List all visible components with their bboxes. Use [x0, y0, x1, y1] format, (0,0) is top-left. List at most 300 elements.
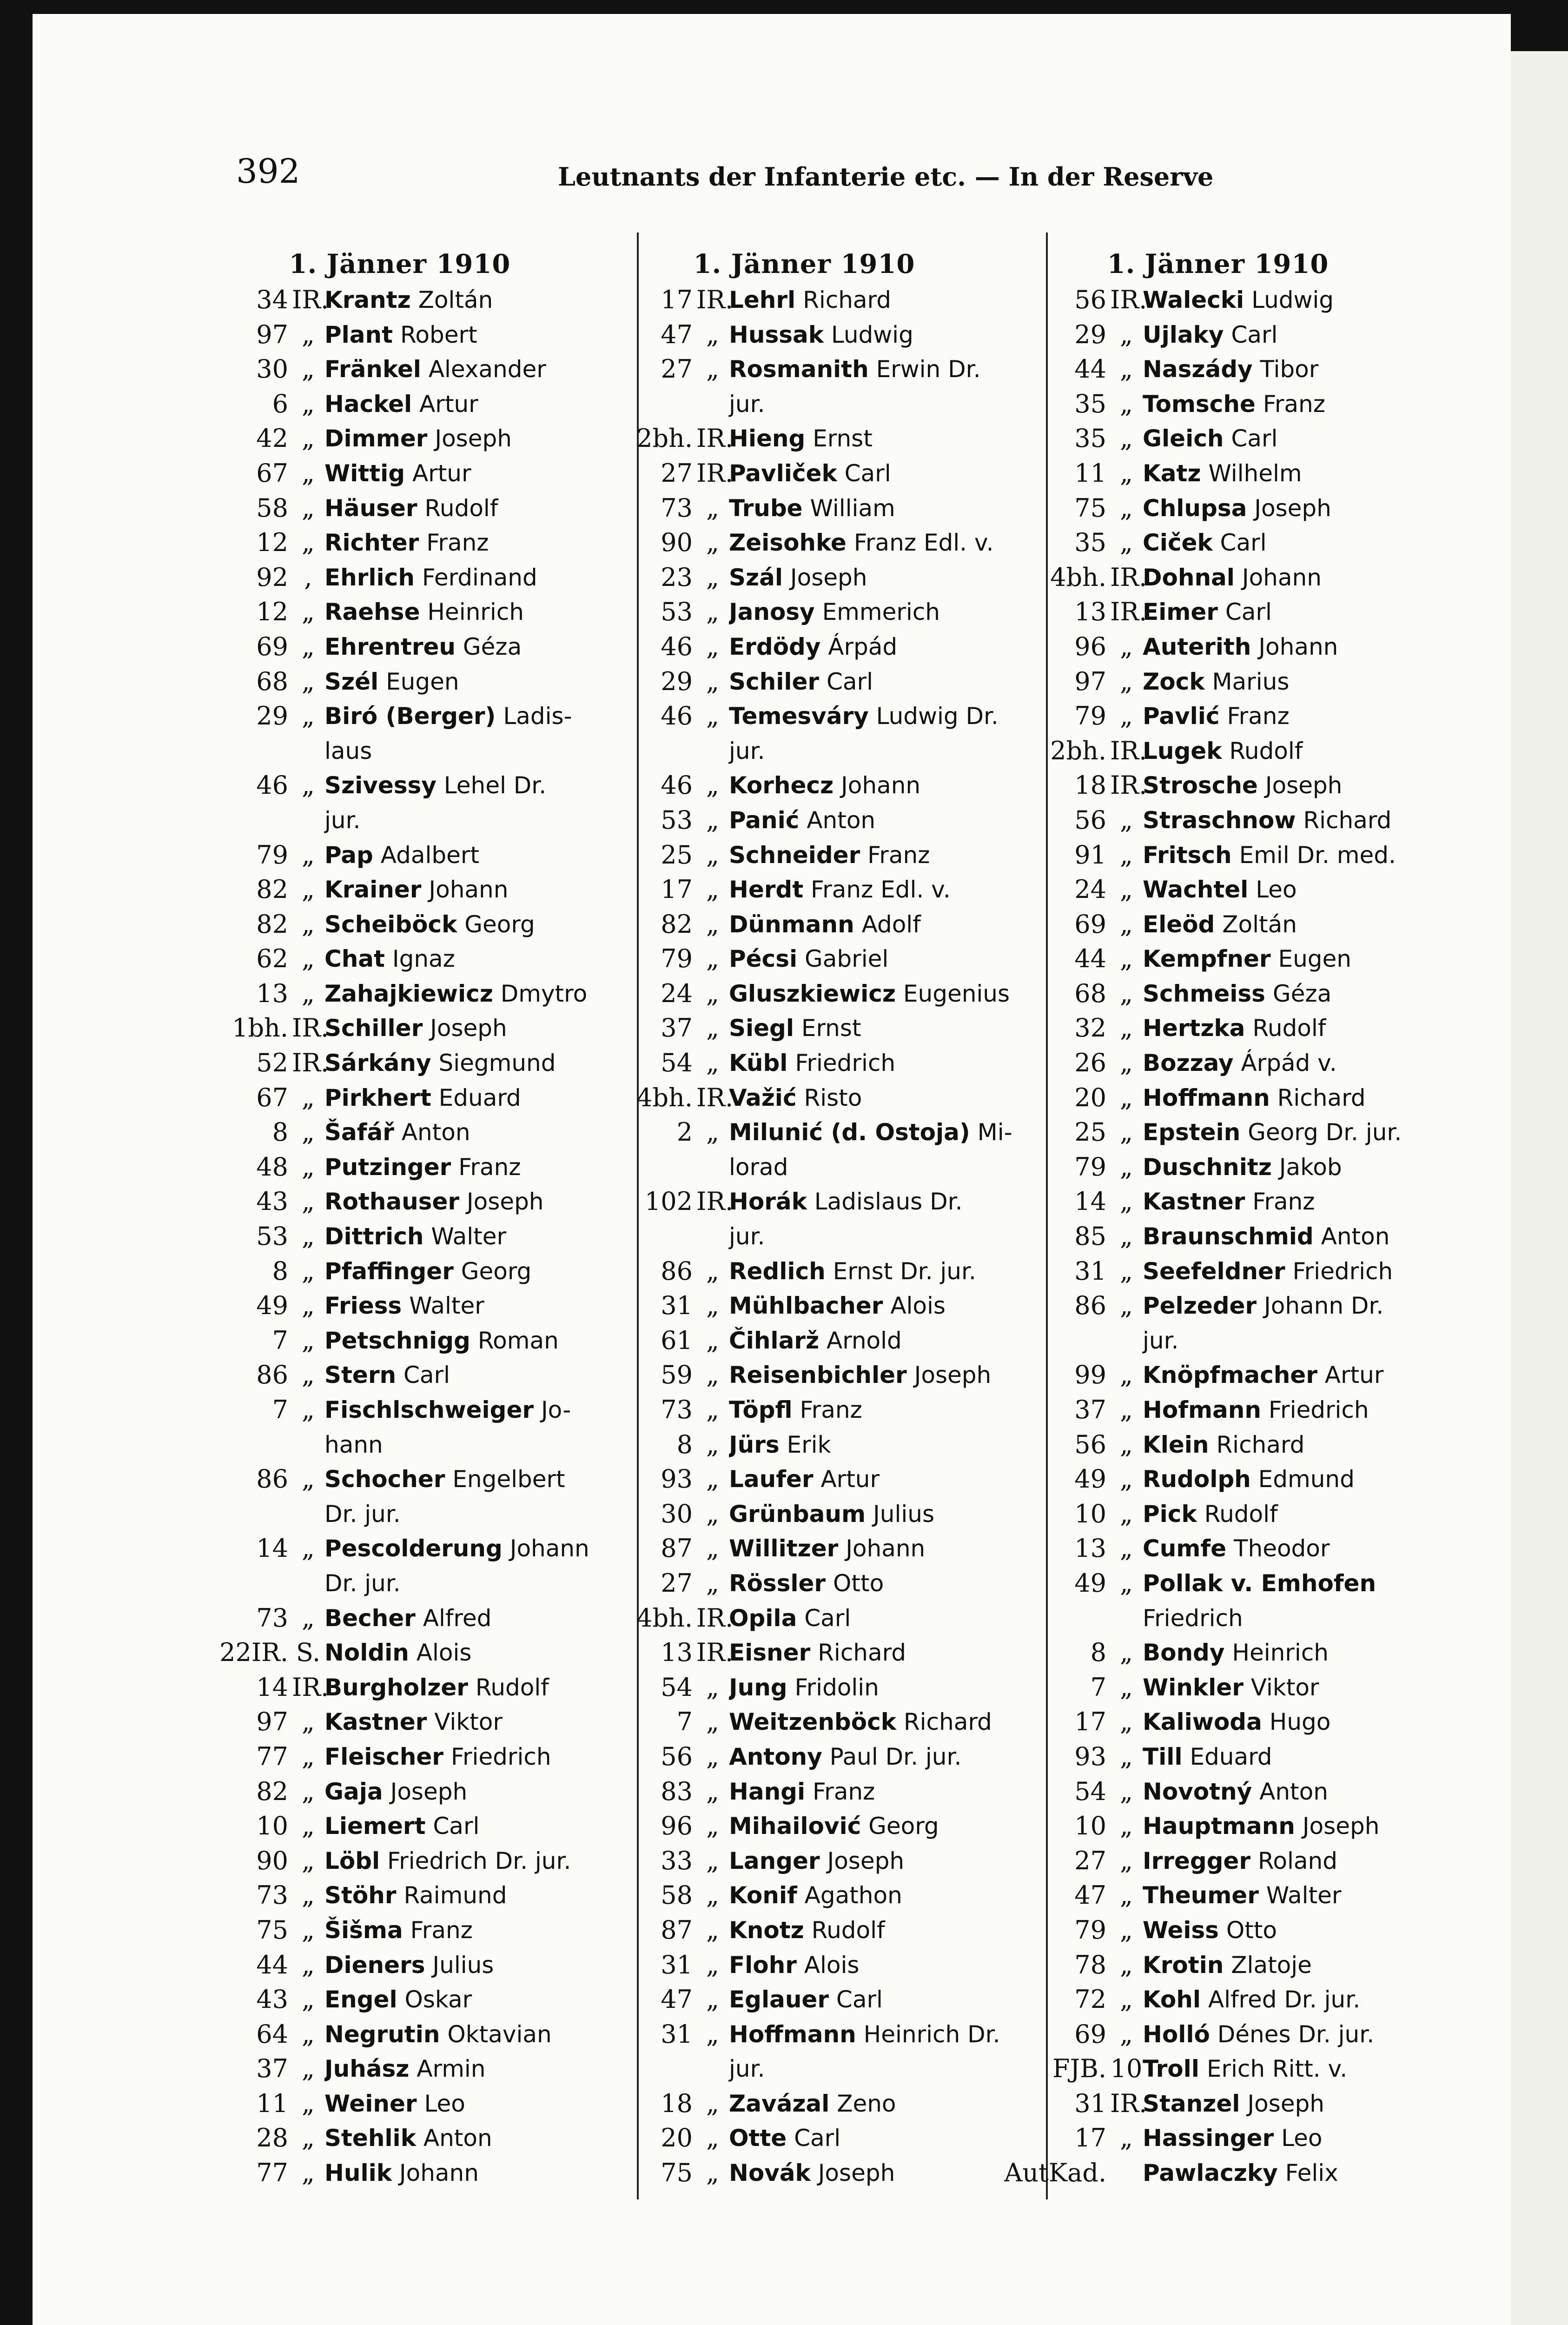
- given-name: Carl: [836, 1986, 883, 2013]
- list-item: [586, 1081, 1023, 1116]
- unit-number: 25: [661, 840, 693, 870]
- list-item: [586, 1740, 1023, 1774]
- officer-name: [324, 1011, 618, 1046]
- officer-name: [324, 699, 618, 734]
- surname: Dieners: [324, 1951, 425, 1979]
- unit-type: „: [302, 1985, 315, 2014]
- unit-type: „: [706, 1741, 719, 1771]
- surname: Redlich: [729, 1257, 826, 1285]
- unit-number: 49: [1074, 1568, 1106, 1598]
- unit-type: „: [302, 2123, 315, 2153]
- given-name: Carl: [794, 2125, 841, 2152]
- unit-type: „: [706, 631, 719, 661]
- list-item: [181, 1878, 618, 1913]
- officer-name: [729, 1289, 1023, 1323]
- unit-number: 78: [1074, 1950, 1106, 1980]
- given-name: Joseph: [1265, 772, 1343, 799]
- unit-type: „: [302, 2088, 315, 2118]
- list-item: [999, 352, 1436, 387]
- list-item: [999, 1740, 1436, 1774]
- unit-number: 32: [1074, 1013, 1106, 1043]
- unit-number: 43: [256, 1985, 288, 2014]
- surname: Siegl: [729, 1015, 794, 1042]
- list-item: [586, 560, 1023, 595]
- unit-type: „: [302, 1152, 315, 1182]
- list-item: [181, 699, 618, 734]
- list-item-continuation: [181, 1497, 618, 1532]
- unit-number: 53: [661, 805, 693, 835]
- list-item: [181, 1011, 618, 1046]
- officer-name: [1143, 1566, 1436, 1601]
- unit-type: „: [706, 1256, 719, 1286]
- surname: Szál: [729, 564, 783, 591]
- unit-type: „: [706, 1325, 719, 1355]
- given-name: Rudolf: [424, 494, 498, 522]
- surname: Tomsche: [1143, 390, 1256, 418]
- unit-number: 11: [1074, 458, 1106, 488]
- officer-name: [1143, 1809, 1436, 1844]
- list-item: [999, 525, 1436, 560]
- list-item: [999, 1254, 1436, 1289]
- given-name: Rudolf: [1229, 737, 1303, 764]
- list-item: [181, 387, 618, 422]
- unit-type: „: [706, 1013, 719, 1043]
- given-name: Franz: [813, 1778, 875, 1805]
- officer-name: [324, 768, 618, 803]
- given-name: Alfred: [423, 1604, 492, 1632]
- unit-type: „: [302, 1741, 315, 1771]
- officer-name: [729, 976, 1023, 1011]
- officer-name: [324, 1393, 618, 1428]
- unit-number: 47: [661, 1985, 693, 2014]
- list-item: [181, 2156, 618, 2191]
- unit-type: „: [1120, 666, 1133, 696]
- officer-name: [324, 1081, 618, 1116]
- surname: Herdt: [729, 876, 804, 903]
- officer-name: [729, 838, 1023, 873]
- unit-number: 82: [256, 1776, 288, 1806]
- list-item: [999, 803, 1436, 838]
- unit-number: 77: [256, 2158, 288, 2188]
- given-name: Walter: [431, 1223, 507, 1250]
- unit-number: 31: [661, 1950, 693, 1980]
- surname: Pécsi: [729, 945, 798, 973]
- list-item: [999, 2052, 1436, 2086]
- unit-number: FJB.: [1052, 2054, 1106, 2084]
- unit-type: „: [706, 909, 719, 939]
- list-item: [181, 1254, 618, 1289]
- page-number: 392: [236, 152, 300, 191]
- unit-type: „: [1120, 701, 1133, 731]
- officer-name: [1143, 1428, 1436, 1462]
- list-item: [181, 491, 618, 526]
- surname: Novák: [729, 2159, 811, 2187]
- officer-name: [1143, 976, 1436, 1011]
- given-name: Georg: [868, 1813, 939, 1840]
- surname: Fischlschweiger: [324, 1396, 534, 1423]
- officer-name: [324, 283, 618, 318]
- list-item: [181, 1358, 618, 1393]
- officer-name: [1143, 768, 1436, 803]
- unit-number: 27: [661, 1568, 693, 1598]
- surname: Raehse: [324, 598, 420, 626]
- unit-type: „: [1120, 944, 1133, 974]
- officer-name: [324, 1982, 618, 2017]
- surname: Laufer: [729, 1466, 814, 1493]
- given-name: Hugo: [1269, 1708, 1331, 1736]
- unit-type: IR.: [1110, 771, 1147, 800]
- officer-name: [729, 525, 1023, 560]
- unit-number: 17: [661, 875, 693, 904]
- officer-name: [324, 318, 618, 352]
- given-name: Géza: [1272, 980, 1332, 1007]
- given-name: Emmerich: [822, 598, 940, 626]
- list-item: [586, 1184, 1023, 1219]
- given-name: Friedrich: [1292, 1257, 1393, 1285]
- unit-type: „: [1120, 1534, 1133, 1563]
- officer-name: [729, 907, 1023, 942]
- unit-type: „: [302, 597, 315, 627]
- column-heading: 1. Jänner 1910: [1107, 249, 1329, 279]
- unit-type: „: [302, 1360, 315, 1390]
- list-item: [181, 525, 618, 560]
- list-item: [586, 456, 1023, 491]
- surname: Winkler: [1143, 1674, 1244, 1701]
- unit-number: AutKad.: [1004, 2158, 1106, 2188]
- list-item: [999, 1462, 1436, 1497]
- surname: Dünmann: [729, 910, 854, 938]
- unit-number: 35: [1074, 424, 1106, 453]
- officer-name: [1143, 2121, 1436, 2156]
- officer-name: [729, 803, 1023, 838]
- unit-type: „: [1120, 1187, 1133, 1216]
- given-name: Artur: [412, 459, 471, 487]
- given-name: Anton: [1259, 1778, 1328, 1805]
- surname: Kastner: [324, 1708, 427, 1736]
- given-name: Jakob: [1279, 1153, 1342, 1181]
- list-item: [999, 1081, 1436, 1116]
- list-item: [586, 1323, 1023, 1358]
- list-item: [999, 1531, 1436, 1566]
- unit-number: 31: [1074, 1256, 1106, 1286]
- surname: Novotný: [1143, 1778, 1252, 1805]
- surname: Hieng: [729, 425, 806, 452]
- officer-name: [729, 1913, 1023, 1948]
- officer-name: [729, 1428, 1023, 1462]
- given-name: Julius: [432, 1951, 494, 1979]
- officer-name: [1143, 1948, 1436, 1983]
- list-item: [586, 1358, 1023, 1393]
- unit-type: IR.: [292, 1013, 329, 1043]
- unit-type: „: [1120, 1083, 1133, 1112]
- surname: Kübl: [729, 1050, 788, 1077]
- surname: Gluszkiewicz: [729, 980, 896, 1007]
- surname: Krotin: [1143, 1951, 1224, 1979]
- unit-number: 85: [1074, 1222, 1106, 1251]
- surname: Becher: [324, 1604, 416, 1632]
- list-item: [586, 283, 1023, 318]
- officer-name: [324, 1740, 618, 1774]
- entry-list: [586, 283, 1023, 2191]
- unit-number: 87: [661, 1534, 693, 1563]
- unit-type: „: [1120, 1846, 1133, 1875]
- unit-type: „: [706, 1880, 719, 1910]
- given-name: Carl: [844, 459, 891, 487]
- given-name: Rudolf: [475, 1674, 549, 1701]
- surname: Epstein: [1143, 1119, 1241, 1146]
- unit-number: 27: [1074, 1846, 1106, 1875]
- surname: Rudolph: [1143, 1466, 1251, 1493]
- officer-name: [324, 1531, 618, 1566]
- officer-name: [324, 421, 618, 456]
- surname: Chlupsa: [1143, 494, 1247, 522]
- unit-number: 69: [1074, 909, 1106, 939]
- unit-type: „: [706, 354, 719, 384]
- list-item: [181, 630, 618, 664]
- given-name: Ignaz: [392, 945, 455, 973]
- unit-type: „: [1120, 1117, 1133, 1147]
- list-item: [181, 1462, 618, 1497]
- given-name: Tibor: [1260, 356, 1319, 383]
- officer-name: [1143, 560, 1436, 595]
- surname: Kohl: [1143, 1986, 1201, 2013]
- officer-name: [324, 456, 618, 491]
- unit-type: „: [1120, 1811, 1133, 1841]
- continuation-text: jur.: [729, 737, 765, 764]
- unit-type: S.: [296, 1638, 321, 1667]
- officer-name: [729, 1740, 1023, 1774]
- officer-name: [729, 699, 1023, 734]
- list-item: [181, 1184, 618, 1219]
- given-name: Oskar: [404, 1986, 472, 2013]
- officer-name: [1143, 318, 1436, 352]
- unit-number: 17: [1074, 1707, 1106, 1737]
- unit-number: 79: [256, 840, 288, 870]
- surname: Janosy: [729, 598, 815, 626]
- unit-number: 73: [256, 1880, 288, 1910]
- surname: Zeisohke: [729, 529, 847, 557]
- surname: Bondy: [1143, 1639, 1225, 1667]
- unit-type: „: [1120, 2019, 1133, 2049]
- given-name: Franz: [800, 1396, 862, 1423]
- unit-type: „: [706, 944, 719, 974]
- unit-number: 72: [1074, 1985, 1106, 2014]
- unit-type: „: [302, 2158, 315, 2188]
- unit-type: „: [302, 1256, 315, 1286]
- list-item: [181, 318, 618, 352]
- surname: Flohr: [729, 1951, 797, 1979]
- unit-number: 4bh.: [636, 1083, 693, 1112]
- given-name: Carl: [1231, 321, 1278, 348]
- officer-name: [1143, 734, 1436, 769]
- unit-number: 24: [1074, 875, 1106, 904]
- officer-name: [729, 1531, 1023, 1566]
- given-name: Joseph: [790, 564, 867, 591]
- unit-number: 23: [661, 562, 693, 592]
- unit-type: „: [1120, 1880, 1133, 1910]
- given-name: Alois: [804, 1951, 860, 1979]
- unit-number: 75: [661, 2158, 693, 2188]
- surname: Kempfner: [1143, 945, 1271, 973]
- surname: Katz: [1143, 459, 1201, 487]
- surname: Rothauser: [324, 1188, 460, 1216]
- surname: Weiss: [1143, 1916, 1219, 1944]
- given-name: Richard: [1303, 806, 1392, 834]
- unit-type: „: [302, 389, 315, 418]
- list-item: [181, 2017, 618, 2052]
- officer-name: [1143, 1115, 1436, 1150]
- officer-name: [1143, 1740, 1436, 1774]
- list-item: [586, 1531, 1023, 1566]
- list-item: [999, 1670, 1436, 1705]
- list-item: [586, 1462, 1023, 1497]
- unit-number: 28: [256, 2123, 288, 2153]
- unit-type: IR.: [696, 1603, 734, 1633]
- list-item: [181, 872, 618, 907]
- unit-type: „: [302, 1776, 315, 1806]
- list-item: [181, 1844, 618, 1879]
- surname: Hassinger: [1143, 2125, 1274, 2152]
- list-item-continuation: [181, 1428, 618, 1462]
- unit-number: 64: [256, 2019, 288, 2049]
- unit-type: „: [706, 2158, 719, 2188]
- list-item-continuation: [181, 1566, 618, 1601]
- unit-number: 56: [661, 1741, 693, 1771]
- officer-name: [324, 1809, 618, 1844]
- unit-type: „: [302, 771, 315, 800]
- given-name: Ernst Dr. jur.: [833, 1257, 976, 1285]
- unit-type: „: [1120, 1048, 1133, 1078]
- given-name: Viktor: [1250, 1674, 1319, 1701]
- list-item: [999, 560, 1436, 595]
- unit-type: „: [302, 1880, 315, 1910]
- list-item: [181, 2052, 618, 2086]
- officer-name: [729, 1115, 1023, 1150]
- unit-number: 8: [1090, 1638, 1106, 1667]
- unit-number: 77: [256, 1741, 288, 1771]
- unit-number: 62: [256, 944, 288, 974]
- given-name: Anton: [423, 2125, 492, 2152]
- surname: Ciček: [1143, 529, 1213, 557]
- list-item: [586, 525, 1023, 560]
- surname: Antony: [729, 1743, 822, 1770]
- list-item: [999, 456, 1436, 491]
- officer-name: [1143, 1081, 1436, 1116]
- officer-name: [729, 1081, 1023, 1116]
- list-item: [586, 1289, 1023, 1323]
- unit-type: IR.: [1110, 2088, 1147, 2118]
- surname: Troll: [1143, 2055, 1199, 2083]
- given-name: Anton: [401, 1119, 470, 1146]
- officer-name: [1143, 1393, 1436, 1428]
- surname: Mühlbacher: [729, 1292, 883, 1320]
- surname: Putzinger: [324, 1153, 451, 1181]
- unit-number: 44: [1074, 354, 1106, 384]
- surname: Theumer: [1143, 1882, 1259, 1909]
- officer-name: [1143, 1635, 1436, 1670]
- given-name: Leo: [1256, 876, 1297, 903]
- unit-number: 93: [661, 1464, 693, 1494]
- unit-number: 86: [1074, 1291, 1106, 1321]
- unit-type: IR.: [696, 285, 734, 314]
- given-name: Franz: [867, 841, 930, 869]
- surname: Schmeiss: [1143, 980, 1265, 1007]
- unit-type: „: [706, 1672, 719, 1702]
- unit-type: „: [706, 1499, 719, 1528]
- list-item-continuation: [586, 1150, 1023, 1185]
- unit-number: 68: [256, 666, 288, 696]
- officer-name: [324, 976, 618, 1011]
- surname: Pawlaczky: [1143, 2159, 1278, 2187]
- unit-type: „: [706, 1464, 719, 1494]
- surname: Friess: [324, 1292, 402, 1320]
- list-item: [586, 1705, 1023, 1740]
- officer-name: [1143, 942, 1436, 976]
- list-item: [999, 1497, 1436, 1532]
- list-item: [999, 2086, 1436, 2121]
- officer-name: [324, 1358, 618, 1393]
- list-item: [999, 838, 1436, 873]
- officer-name: [324, 1150, 618, 1185]
- officer-name: [729, 1497, 1023, 1532]
- list-item-continuation: [999, 1601, 1436, 1636]
- unit-type: „: [302, 458, 315, 488]
- unit-number: 47: [661, 319, 693, 349]
- unit-number: 58: [256, 493, 288, 523]
- officer-name: [729, 2121, 1023, 2156]
- given-name: Mi-: [977, 1119, 1012, 1146]
- list-item: [586, 664, 1023, 699]
- surname: Fritsch: [1143, 841, 1232, 869]
- surname: Bozzay: [1143, 1050, 1234, 1077]
- unit-number: 97: [256, 1707, 288, 1737]
- given-name: Carl: [1225, 598, 1272, 626]
- officer-name: [729, 1878, 1023, 1913]
- unit-type: „: [706, 771, 719, 800]
- adjacent-page-edge: [1511, 51, 1568, 2325]
- unit-number: 13: [1074, 1534, 1106, 1563]
- unit-type: „: [302, 840, 315, 870]
- given-name: Friedrich Dr. jur.: [387, 1847, 571, 1874]
- given-name: Alois: [416, 1639, 472, 1667]
- list-item: [999, 2121, 1436, 2156]
- surname: Dimmer: [324, 425, 428, 452]
- given-name: Walter: [1266, 1882, 1342, 1909]
- unit-type: IR.: [696, 424, 734, 453]
- officer-name: [1143, 1705, 1436, 1740]
- surname: Krantz: [324, 286, 411, 313]
- unit-number: 8: [272, 1117, 288, 1147]
- officer-name: [324, 630, 618, 664]
- list-item: [999, 1809, 1436, 1844]
- officer-name: [1143, 1289, 1436, 1323]
- unit-type: ,: [304, 562, 312, 592]
- continuation-text: jur.: [324, 806, 361, 834]
- given-name: Artur: [820, 1466, 880, 1493]
- unit-type: IR.: [292, 1672, 329, 1702]
- given-name: Zeno: [837, 2090, 896, 2117]
- surname: Trube: [729, 494, 803, 522]
- surname: Szél: [324, 668, 379, 695]
- list-item: [181, 768, 618, 803]
- surname: Schiler: [729, 668, 820, 695]
- unit-number: 48: [256, 1152, 288, 1182]
- unit-number: 29: [256, 701, 288, 731]
- surname: Temesváry: [729, 703, 869, 730]
- surname: Irregger: [1143, 1847, 1250, 1874]
- unit-type: IR.: [1110, 285, 1147, 314]
- given-name: Roland: [1257, 1847, 1337, 1874]
